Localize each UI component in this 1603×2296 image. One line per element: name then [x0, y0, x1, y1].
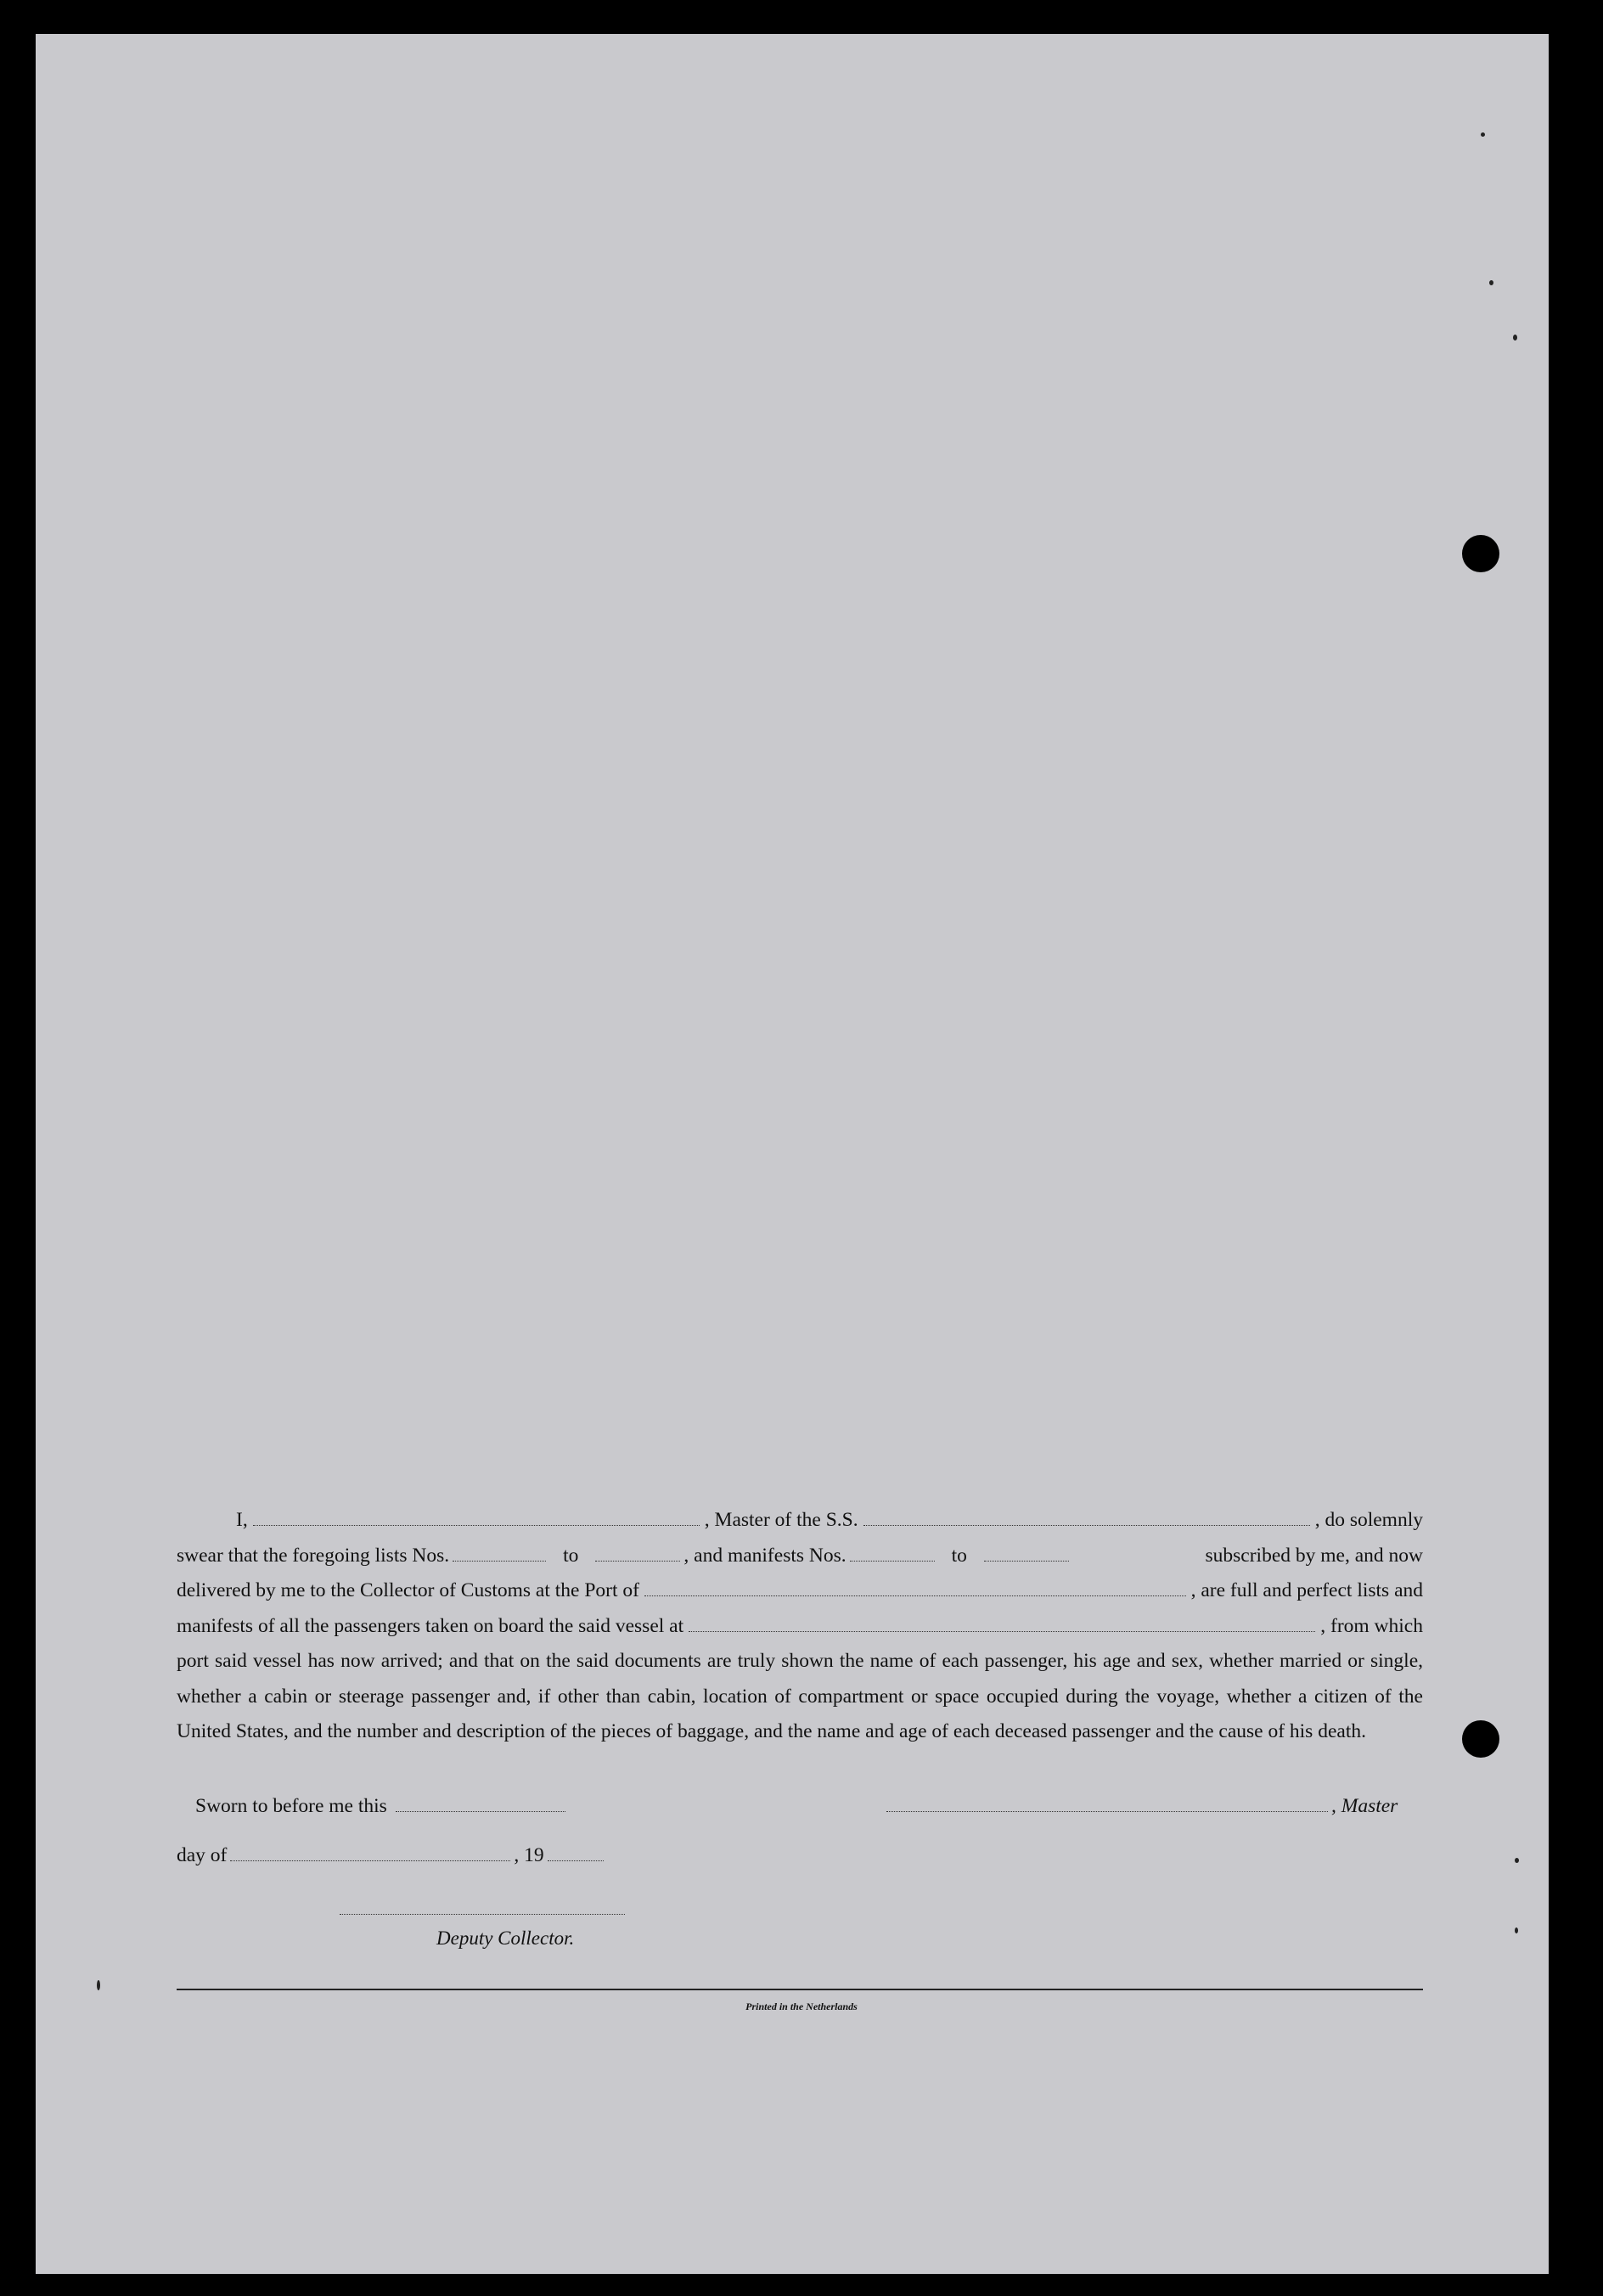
speck [1481, 132, 1485, 137]
oath-i: I, [236, 1509, 248, 1531]
oath-full-perfect: , are full and perfect lists and [1190, 1579, 1423, 1601]
master-signature-line [883, 1795, 1398, 1818]
oath-paragraph [177, 1503, 1423, 1750]
deputy-collector-label: Deputy Collector. [436, 1927, 575, 1949]
oath-and-manifests: , and manifests Nos. [683, 1544, 846, 1567]
deputy-signature-blank[interactable] [340, 1914, 625, 1915]
oath-to-2: to [951, 1544, 967, 1567]
oath-master-of-ss: , Master of the S.S. [704, 1509, 858, 1531]
printed-in-label: Printed in the Netherlands [745, 2001, 858, 2012]
oath-line-4 [177, 1609, 1423, 1645]
manifest-no-to-blank[interactable] [984, 1560, 1069, 1562]
oath-manifests-all: manifests of all the passengers taken on board the said vessel at [177, 1614, 684, 1637]
oath-line-2 [177, 1539, 1423, 1574]
list-no-to-blank[interactable] [595, 1560, 680, 1562]
ship-name-blank[interactable] [863, 1524, 1310, 1526]
day-of-line [177, 1844, 607, 1867]
speck [1489, 280, 1493, 285]
month-blank[interactable] [230, 1860, 510, 1861]
speck [1515, 1927, 1518, 1933]
list-no-from-blank[interactable] [453, 1560, 546, 1562]
sworn-line [195, 1795, 569, 1818]
master-signature-blank[interactable] [886, 1810, 1328, 1812]
speck [97, 1980, 100, 1990]
day-of-label: day of [177, 1844, 228, 1866]
sworn-day-blank[interactable] [396, 1810, 565, 1812]
manifest-no-from-blank[interactable] [850, 1560, 935, 1562]
document-page [36, 34, 1549, 2274]
oath-line-1 [177, 1503, 1423, 1539]
master-label: , Master [1331, 1795, 1398, 1817]
speck [1513, 335, 1517, 340]
punch-hole-top [1462, 535, 1499, 572]
speck [1515, 1858, 1519, 1863]
embark-port-blank[interactable] [689, 1630, 1315, 1632]
oath-to-1: to [563, 1544, 579, 1567]
footer-rule [177, 1989, 1423, 1990]
punch-hole-bottom [1462, 1720, 1499, 1758]
year-prefix: , 19 [514, 1844, 544, 1866]
master-name-blank[interactable] [253, 1524, 700, 1526]
oath-line-3 [177, 1573, 1423, 1609]
port-blank[interactable] [644, 1595, 1186, 1596]
sworn-label: Sworn to before me this [195, 1795, 387, 1817]
oath-do-solemnly: , do solemnly [1314, 1509, 1423, 1531]
oath-from-which: , from which [1320, 1614, 1423, 1637]
oath-delivered: delivered by me to the Collector of Customs at the Port of [177, 1579, 639, 1601]
oath-body: port said vessel has now arrived; and that on the said documents are truly shown the name of each passenger, his age and sex, whether married or single, whether a cabin or steerage passenger and, if other than cabin, location of compartment or space occupied during the voyage, whether a citizen of the United States, and the number and description of the pieces of baggage, and the name and age of each deceased passenger and the cause of his death. [177, 1650, 1423, 1742]
year-blank[interactable] [548, 1860, 604, 1861]
oath-swear: swear that the foregoing lists Nos. [177, 1544, 450, 1567]
oath-subscribed: subscribed by me, and now [1205, 1544, 1423, 1567]
